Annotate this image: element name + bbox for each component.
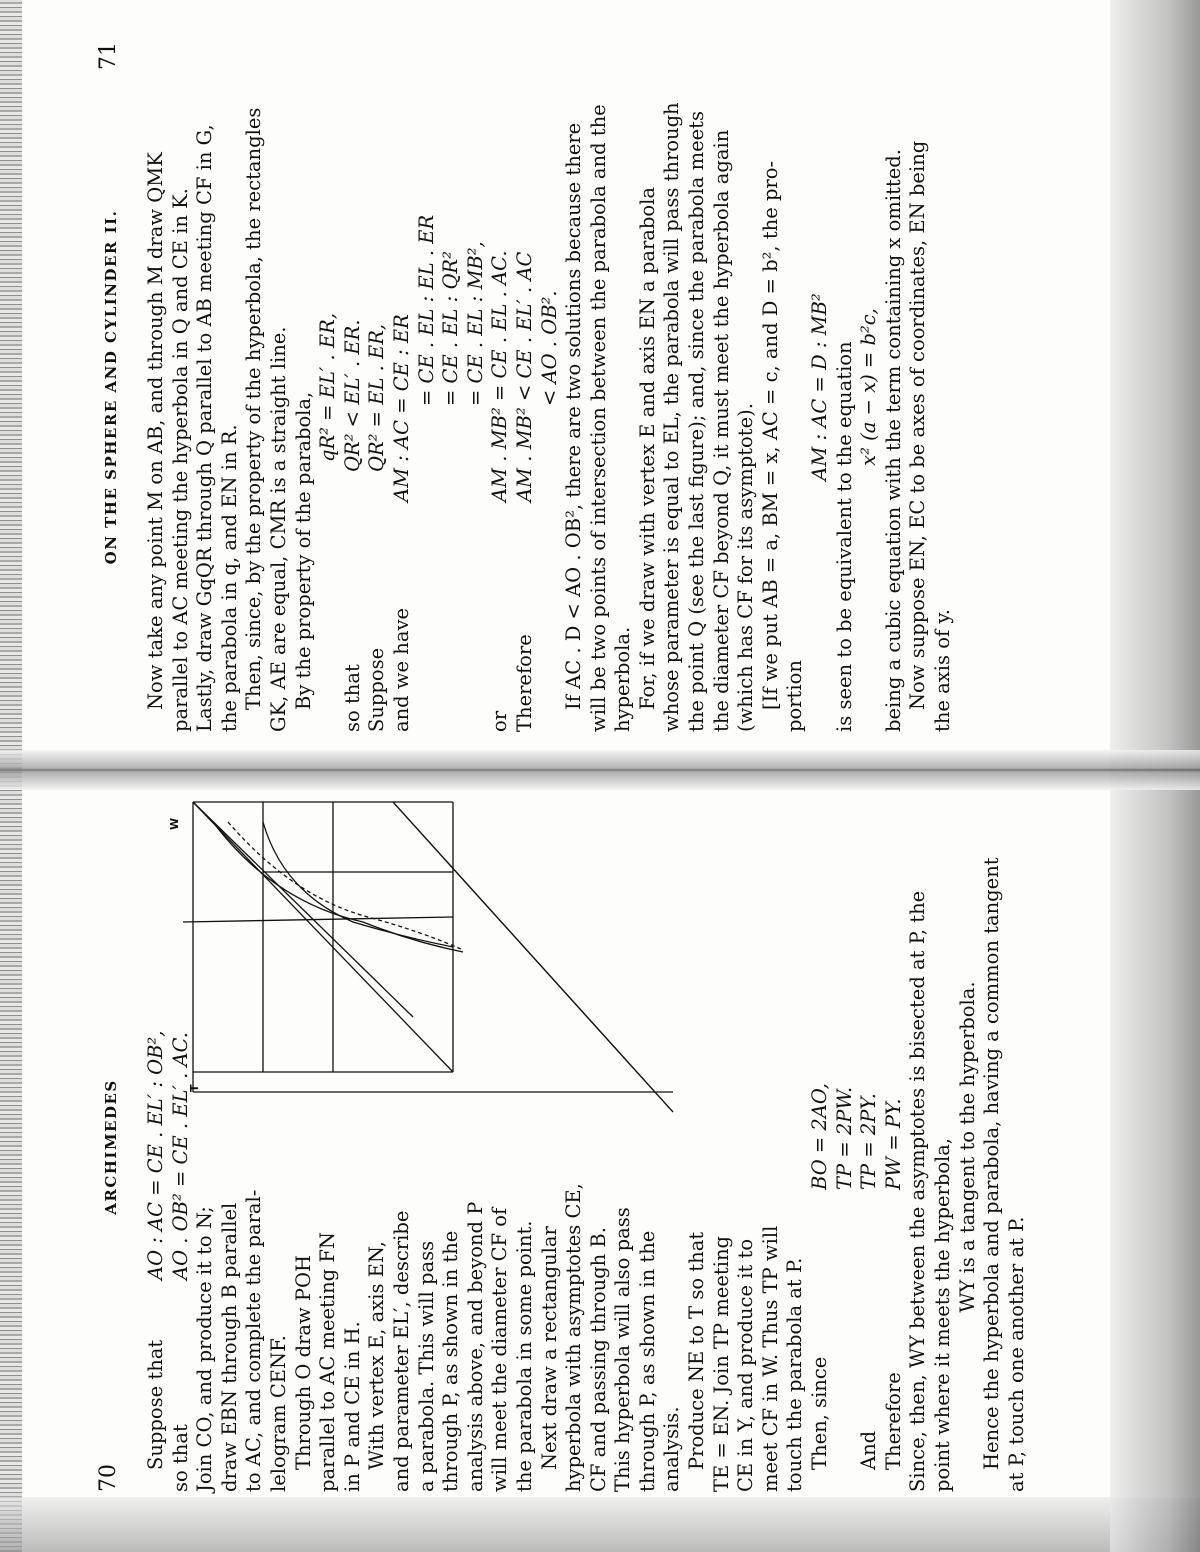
running-head: ON THE SPHERE AND CYLINDER II. [102, 209, 120, 565]
scan-edge-left [0, 1497, 1200, 1552]
text-line: the parabola in some point. [512, 1220, 536, 1492]
text-line: For, if we draw with vertex E and axis EN a parabola [635, 187, 659, 710]
cubic-equation: x² (a − x) = b²c, [857, 308, 881, 466]
text-line: Since, then, WY between the asymptotes is bisected at P, the [906, 890, 930, 1492]
text-line: Produce NE to T so that [685, 1231, 709, 1470]
equation-line: so thatAO . OB² = CE . EL′ . AC. [168, 1032, 192, 1492]
book-gutter [0, 750, 1200, 790]
equation-line: AndTP = 2PY. [857, 1093, 881, 1470]
text-line: parallel to AC meeting the hyperbola in Q and CE in K. [168, 188, 192, 732]
equation-line: orAM . MB² = CE . EL . AC. [488, 250, 512, 732]
proportion-equation: AM : AC = D : MB² [808, 293, 832, 481]
equation-line: qR² = EL′ . ER, [316, 312, 340, 462]
hyperbola-parabola-diagram [153, 792, 713, 1122]
equation-line: and we haveAM : AC = CE : ER [389, 314, 413, 732]
text-line: through P, as shown in the [635, 1230, 659, 1492]
text-line: in P and CE in H. [340, 1321, 364, 1492]
left-page [40, 802, 1120, 1492]
text-line: will be two points of intersection between the parabola and the [586, 104, 610, 732]
equation-line: Then, sinceBO = 2AO, [808, 1083, 832, 1470]
text-line: Now suppose EN, EC to be axes of coordinates, EN being [906, 140, 930, 710]
equation-line: SupposeQR² = EL . ER, [365, 323, 389, 732]
label-T: T [188, 1084, 202, 1092]
left-page-header [96, 802, 128, 1492]
text-line: hyperbola with asymptotes CE, [562, 1183, 586, 1492]
page-number: 70 [96, 1464, 121, 1492]
text-line: at P, touch one another at P. [1004, 1216, 1028, 1492]
text-line: portion [783, 660, 807, 732]
text-line: TE = EN. Join TP meeting [709, 1236, 733, 1492]
text-line: With vertex E, axis EN, [365, 1241, 389, 1470]
page-number: 71 [96, 42, 121, 70]
text-line: the diameter CF beyond Q, it must meet the hyperbola again [709, 129, 733, 732]
text-line: the axis of y. [931, 609, 954, 732]
running-head: ARCHIMEDES [102, 1079, 120, 1215]
text-line: and parameter EL′, describe [389, 1210, 413, 1492]
label-W: W [168, 817, 182, 830]
text-line: This hyperbola will also pass [611, 1207, 635, 1492]
text-line: point where it meets the hyperbola, [931, 1137, 954, 1492]
equation-line: ThereforeAM . MB² < CE . EL′ . AC [512, 251, 536, 732]
right-page-body [144, 42, 956, 732]
equation-line: = CE . EL : MB², [463, 241, 487, 406]
left-page-body [144, 802, 1029, 1492]
narrow-column [193, 1122, 808, 1492]
text-line: If AC . D < AO . OB², there are two solutions because there [562, 122, 586, 710]
equation-line: so thatQR² < EL′ . ER. [340, 319, 364, 732]
text-line: is seen to be equivalent to the equation [832, 341, 856, 732]
text-line: whose parameter is equal to EL, the parabola will pass through [660, 102, 684, 732]
text-line: Then, since, by the property of the hyperbola, the rectangles [242, 107, 266, 710]
text-line: a parabola. This will pass [414, 1240, 438, 1492]
text-line: analysis. [660, 1406, 684, 1492]
text-line: hyperbola. [611, 626, 635, 732]
equation-line: ThereforePW = PY. [881, 1098, 905, 1470]
text-line: Join CO, and produce it to N; [193, 1206, 217, 1492]
right-page-header [96, 42, 128, 732]
equation-line: < AO . OB². [537, 290, 561, 406]
text-line: the parabola in q, and EN in R. [217, 424, 241, 732]
text-line: CF and passing through B. [586, 1227, 610, 1492]
equation-line: TP = 2PW. [832, 1086, 856, 1190]
text-line: to AC, and complete the paral- [242, 1189, 266, 1492]
text-line: the point Q (see the last figure); and, since the parabola meets [685, 110, 709, 732]
text-line: GK, AE are equal, CMR is a straight line. [266, 326, 290, 732]
text-line: (which has CF for its asymptote). [734, 403, 758, 732]
text-line: touch the parabola at P. [783, 1257, 807, 1492]
text-line: Next draw a rectangular [537, 1226, 561, 1470]
text-line: meet CF in W. Thus TP will [758, 1225, 782, 1492]
text-line: through P, as shown in the [439, 1230, 463, 1492]
geometry-figure [168, 802, 713, 1122]
text-line: Lastly, draw GqQR through Q parallel to AB meeting CF in G, [193, 124, 217, 732]
centered-statement: WY is a tangent to the hyperbola. [955, 981, 979, 1313]
text-line: parallel to AC meeting FN [316, 1232, 340, 1492]
text-line: CE in Y, and produce it to [734, 1238, 758, 1492]
text-line: will meet the diameter CF of [488, 1207, 512, 1492]
text-line: lelogram CENF. [266, 1335, 290, 1492]
text-line: draw EBN through B parallel [217, 1202, 241, 1492]
text-line: Now take any point M on AB, and through M draw QMK [144, 152, 167, 710]
text-line: Hence the hyperbola and parabola, having a common tangent [980, 857, 1004, 1470]
text-line: Through O draw POH [291, 1254, 315, 1470]
text-line: [If we put AB = a, BM = x, AC = c, and D = b², the pro- [758, 160, 782, 710]
text-line: being a cubic equation with the term containing x omitted. [881, 149, 905, 732]
equation-line: Suppose thatAO : AC = CE . EL′ : OB², [144, 1030, 167, 1470]
equation-line: = CE . EL : QR² [439, 251, 463, 406]
right-page [40, 42, 1120, 732]
text-line: analysis above, and beyond P [463, 1201, 487, 1492]
equation-line: = CE . EL : EL . ER [414, 214, 438, 406]
text-line: By the property of the parabola, [291, 391, 315, 710]
